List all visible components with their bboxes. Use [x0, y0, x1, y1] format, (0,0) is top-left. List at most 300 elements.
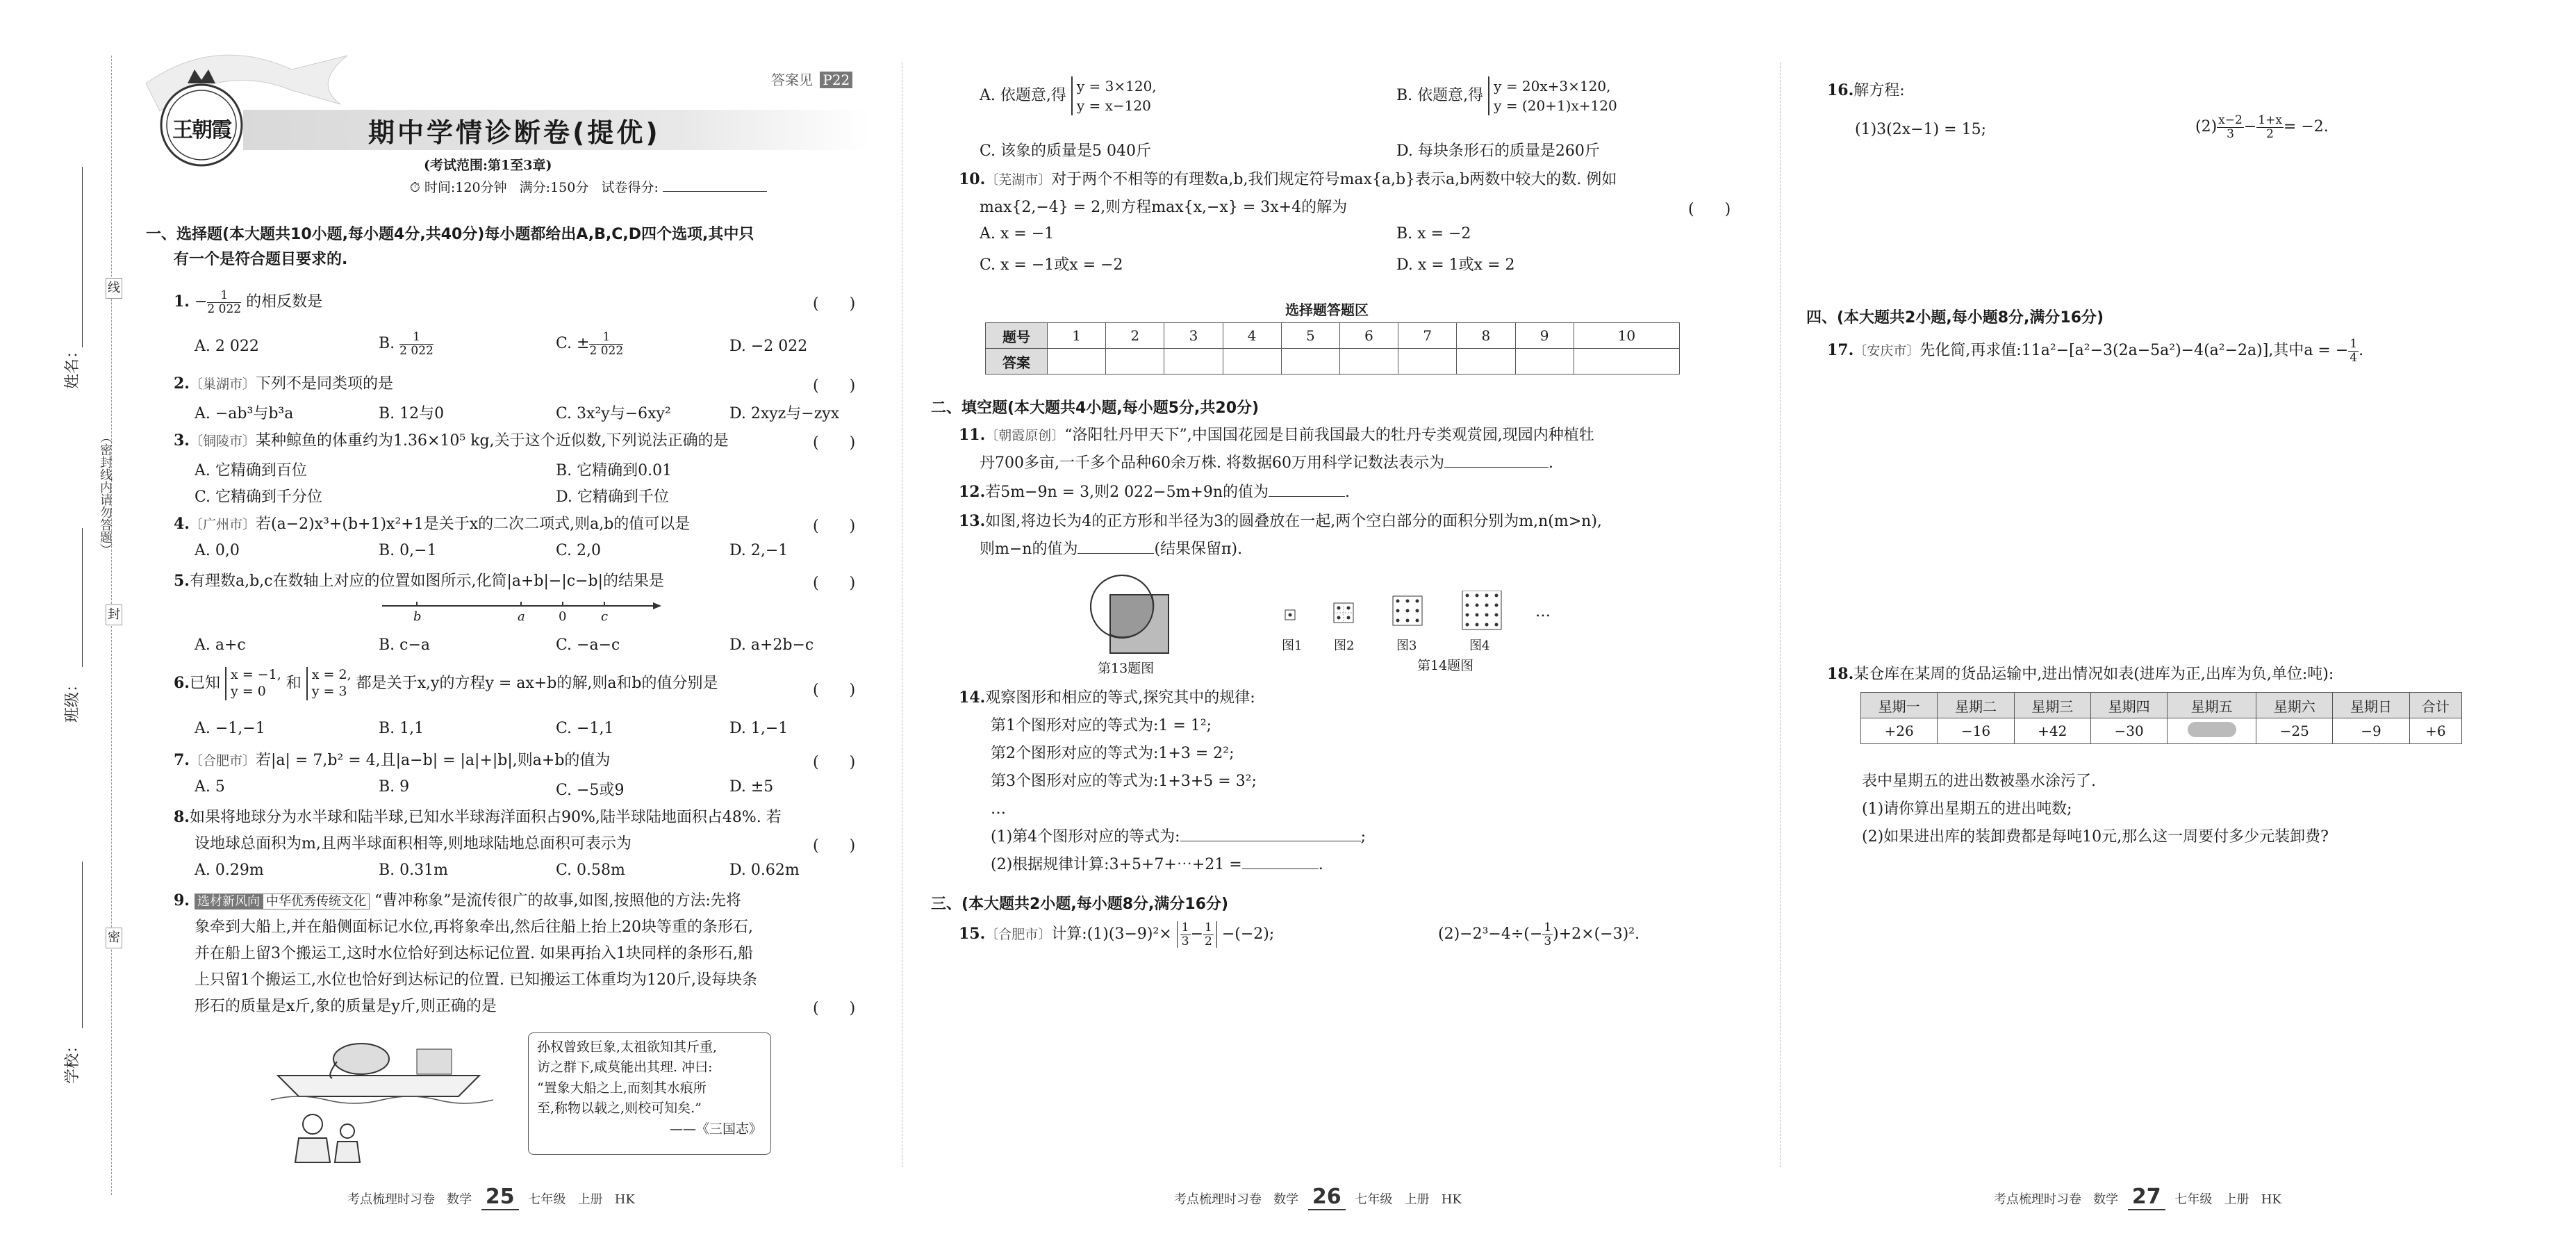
q14-ellipsis: … [1535, 603, 1551, 620]
q9-answer-paren[interactable]: ( ) [813, 1000, 856, 1017]
score-label: 试卷得分: [601, 180, 659, 195]
q9-option-b-label: B. 依题意,得 [1396, 87, 1484, 104]
q8 [174, 807, 782, 828]
footer-series-3: 考点梳理时习卷 [1994, 1192, 2081, 1207]
q13-num: 13. [959, 512, 986, 530]
answer-num-5: 5 [1281, 323, 1339, 349]
q14-fig3 [1393, 596, 1422, 625]
q14-sub-2-text: (2)根据规律计算:3+5+7+⋯+21 = [991, 856, 1242, 873]
q10 [959, 170, 1617, 190]
q6-s1b: y = 0 [230, 683, 266, 699]
q18-day-1: 星期一 [1861, 693, 1938, 718]
q1 [174, 289, 322, 315]
q18-val-6: −25 [2256, 718, 2333, 744]
q9-quote-2: 访之群下,咸莫能出其理. 冲曰: [537, 1060, 713, 1076]
answer-num-3: 3 [1164, 323, 1223, 349]
q1-answer-paren[interactable]: ( ) [813, 295, 856, 313]
q6-text: 都是关于x,y的方程y = ax+b的解,则a和b的值分别是 [356, 674, 718, 692]
footer-subject-3: 数学 [2093, 1192, 2119, 1207]
footer-subject: 数学 [447, 1192, 472, 1207]
footer-vol-2: 上册 [1404, 1192, 1430, 1207]
q15-f1-den: 3 [1181, 934, 1189, 948]
q9-b1: y = 20x+3×120, [1494, 78, 1611, 94]
q6-s1a: x = −1, [230, 667, 281, 682]
q8-option-d[interactable]: D. 0.62m [729, 862, 800, 879]
q7-num: 7. [174, 751, 190, 769]
q9-option-d[interactable]: D. 每块条形石的质量是260斤 [1396, 142, 1600, 160]
q6-s2b: y = 3 [311, 683, 347, 699]
q1-c-den: 2 022 [589, 343, 624, 358]
q14-sub-1: (1)第4个图形对应的等式为: ; [991, 828, 1366, 846]
q18-val-1: +26 [1861, 718, 1938, 744]
q5-option-b[interactable]: B. c−a [379, 636, 431, 654]
q4-option-c[interactable]: C. 2,0 [556, 542, 602, 559]
q14-fig1-label: 图1 [1282, 639, 1303, 653]
footer-ed-2: HK [1441, 1192, 1462, 1207]
answer-cell-9[interactable] [1515, 349, 1574, 374]
q6-num: 6. [174, 673, 190, 692]
answer-cell-5[interactable] [1281, 349, 1339, 374]
exam-scope: (考试范围:第1至3章) [424, 158, 552, 173]
q6-s2a: x = 2, [311, 667, 352, 682]
q18-num: 18. [1827, 665, 1854, 683]
answer-cell-8[interactable] [1457, 349, 1515, 374]
answer-num-6: 6 [1339, 323, 1398, 349]
q13-text-3: (结果保留π). [1154, 541, 1243, 558]
q5-option-c[interactable]: C. −a−c [556, 636, 620, 654]
q8-option-a[interactable]: A. 0.29m [195, 862, 264, 879]
answer-cell-3[interactable] [1164, 349, 1223, 374]
q1-c-num: 1 [589, 331, 623, 345]
q16-num: 16. [1827, 81, 1854, 99]
q17-num: 17. [1827, 341, 1854, 360]
answer-num-10: 10 [1574, 323, 1679, 349]
q14-sub-2: (2)根据规律计算:3+5+7+⋯+21 = . [991, 856, 1323, 873]
page-number-26: 26 [1308, 1185, 1346, 1210]
q10-num: 10. [959, 170, 986, 188]
footer-vol: 上册 [577, 1192, 603, 1207]
q9-text-5: 形石的质量是x斤,象的质量是y斤,则正确的是 [195, 998, 497, 1015]
footer-series: 考点梳理时习卷 [347, 1192, 435, 1207]
page-number-27: 27 [2128, 1185, 2165, 1210]
q9-option-a-label: A. 依题意,得 [980, 87, 1066, 104]
footer-series-2: 考点梳理时习卷 [1174, 1192, 1262, 1207]
q12: 12.若5m−9n = 3,则2 022−5m+9n的值为 . [959, 483, 1351, 501]
seal-mark-1: 线 [106, 278, 122, 299]
q18-table-header [1861, 693, 2462, 718]
q4-option-b[interactable]: B. 0,−1 [379, 542, 437, 559]
q7-tag: 〔合肥市〕 [189, 753, 256, 768]
q5-label-b: b [413, 609, 422, 624]
q4-option-d[interactable]: D. 2,−1 [729, 542, 789, 559]
q2-option-a[interactable]: A. −ab³与b³a [195, 405, 294, 422]
footer-page-25 [347, 1185, 635, 1210]
q15-part-1: 计算:(1)(3−9)²× [1051, 925, 1172, 944]
q16-frac-1 [2217, 114, 2244, 140]
q10-option-c[interactable]: C. x = −1或x = −2 [980, 256, 1123, 274]
q7-option-b[interactable]: B. 9 [379, 778, 410, 796]
q18-note: 表中星期五的进出数被墨水涂污了. [1862, 773, 2096, 790]
footer-grade-3: 七年级 [2174, 1192, 2213, 1207]
q8-answer-paren[interactable]: ( ) [813, 837, 856, 855]
q7-option-c[interactable]: C. −5或9 [556, 782, 625, 799]
q18-day-2: 星期二 [1938, 693, 2014, 718]
q3-option-d[interactable]: D. 它精确到千位 [556, 488, 669, 506]
q9-text-2: 象牵到大船上,并在船侧面标记水位,再将象牵出,然后往船上抬上20块等重的条形石, [195, 919, 753, 936]
q9-text-3: 并在船上留3个搬运工,这时水位恰好到达标记位置. 如果再抬入1块同样的条形石,船 [195, 945, 753, 962]
q2-option-c[interactable]: C. 3x²y与−6xy² [556, 405, 671, 422]
q14 [959, 688, 1255, 709]
q9-quote-5: ——《三国志》 [669, 1121, 762, 1137]
q3-num: 3. [174, 431, 190, 450]
footer-subject-2: 数学 [1273, 1192, 1299, 1207]
q10-option-d[interactable]: D. x = 1或x = 2 [1396, 256, 1515, 274]
answer-table [985, 322, 1680, 374]
answer-table-num-row [986, 323, 1680, 349]
q7-text: 若|a| = 7,b² = 4,且|a−b| = |a|+|b|,则a+b的值为 [255, 752, 611, 769]
q12-num: 12. [959, 483, 986, 501]
q10-tag: 〔芜湖市〕 [985, 172, 1052, 188]
q9-a-system [1071, 76, 1157, 115]
q10-text-2: max{2,−4} = 2,则方程max{x,−x} = 3x+4的解为 [980, 199, 1348, 216]
q17-frac [2348, 338, 2359, 364]
q13-text-2: 则m−n的值为 [980, 541, 1078, 558]
q16-f2-den: 2 [2266, 126, 2274, 141]
q1-fraction [207, 289, 241, 315]
class-underline [82, 528, 83, 667]
q13-answer-blank[interactable] [1078, 553, 1154, 554]
exam-time: 时间:120分钟 [424, 180, 507, 195]
q17 [1827, 338, 2363, 364]
answer-num-8: 8 [1457, 323, 1515, 349]
q18-sub-1: (1)请你算出星期五的进出吨数; [1862, 800, 2072, 818]
footer-page-26 [1174, 1185, 1462, 1210]
section4-heading: 四、(本大题共2小题,每小题8分,满分16分) [1806, 309, 2104, 327]
q10-option-b[interactable]: B. x = −2 [1396, 225, 1471, 242]
q14-sub-1-text: (1)第4个图形对应的等式为: [991, 828, 1180, 846]
q18-text: 某仓库在某周的货品运输中,进出情况如表(进库为正,出库为负,单位:吨): [1853, 666, 2334, 683]
q7 [174, 750, 610, 771]
q5-label-a: a [518, 609, 525, 624]
q15-abs: $\frac{1}{3}$ − $\frac{1}{2}$ [1177, 921, 1217, 948]
answer-num-2: 2 [1106, 323, 1164, 349]
q3-option-c[interactable]: C. 它精确到千分位 [195, 488, 323, 506]
q14-fig4-label: 图4 [1469, 639, 1490, 653]
q3 [174, 431, 729, 452]
q13-text-1: 如图,将边长为4的正方形和半径为3的圆叠放在一起,两个空白部分的面积分别为m,n(m>n), [985, 513, 1602, 530]
q1-b-num: 1 [399, 331, 434, 345]
q4-tag: 〔广州市〕 [189, 517, 256, 532]
page-divider-2 [1780, 63, 1781, 1167]
answer-num-1: 1 [1048, 323, 1106, 349]
seal-notice: （密封线内请勿答题） [98, 431, 113, 556]
answer-cell-4[interactable] [1223, 349, 1281, 374]
q1-option-d[interactable]: D. −2 022 [729, 338, 808, 355]
q9-badge-1: 选材新风向 [195, 894, 263, 909]
q5-text: 有理数a,b,c在数轴上对应的位置如图所示,化简|a+b|−|c−b|的结果是 [189, 573, 665, 590]
q6-option-c[interactable]: C. −1,1 [556, 720, 614, 737]
q9-a2: y = x−120 [1076, 97, 1151, 114]
q9-option-b[interactable] [1396, 76, 1617, 115]
q11-line-2: 丹700多亩,一千多个品种60余万株. 将数据60万用科学记数法表示为 . [980, 454, 1553, 472]
q15-f2-num: 1 [1205, 921, 1212, 935]
section3-heading: 三、(本大题共2小题,每小题8分,满分16分) [931, 896, 1229, 913]
q13-line-2 [980, 539, 1242, 560]
q14-text: 观察图形和相应的等式,探究其中的规律: [985, 689, 1255, 707]
q14-fig4 [1462, 591, 1501, 629]
q6-mid: 和 [286, 674, 302, 692]
q1-c-fraction [589, 331, 623, 357]
q5-option-a[interactable]: A. a+c [195, 636, 246, 654]
q13 [959, 511, 1602, 532]
q12-answer-blank[interactable] [1269, 496, 1345, 497]
q2-answer-paren[interactable]: ( ) [813, 377, 856, 395]
q5 [174, 571, 664, 592]
q18-val-2: −16 [1938, 718, 2014, 744]
q9-badge-2: 中华优秀传统文化 [263, 894, 370, 909]
q14-eq-2: 第2个图形对应的等式为:1+3 = 2²; [991, 745, 1235, 762]
q15-part-2b: +2×(−3)². [1558, 925, 1640, 944]
footer-page-27 [1994, 1185, 2281, 1210]
q6-option-b[interactable]: B. 1,1 [379, 720, 424, 737]
q9 [174, 891, 741, 912]
q6-answer-paren[interactable]: ( ) [813, 682, 856, 699]
q5-label-0: 0 [559, 609, 567, 624]
q18-sub-2: (2)如果进出库的装卸费都是每吨10元,那么这一周要付多少元装卸费? [1862, 828, 2329, 846]
q18-day-5: 星期五 [2168, 693, 2256, 718]
q6-system-1 [225, 667, 281, 700]
name-underline [82, 167, 83, 347]
q1-b-fraction [399, 331, 434, 357]
answer-cell-10[interactable] [1574, 349, 1679, 374]
answer-num-4: 4 [1223, 323, 1281, 349]
q11-num: 11. [959, 426, 986, 444]
q17-tag: 〔安庆市〕 [1853, 343, 1920, 359]
section2-heading: 二、填空题(本大题共4小题,每小题5分,共20分) [931, 400, 1260, 417]
q9-text-4: 上只留1个搬运工,水位也恰好到达标记的位置. 已知搬运工体重均为120斤,设每块条 [195, 971, 757, 989]
q15-frac-2 [1203, 921, 1214, 948]
answer-cell-7[interactable] [1398, 349, 1457, 374]
q5-num: 5. [174, 572, 190, 590]
q5-option-d[interactable]: D. a+2b−c [729, 636, 814, 654]
q15-f3-num: 1 [1544, 921, 1552, 935]
answer-num-9: 9 [1515, 323, 1574, 349]
q18-val-3: +42 [2014, 718, 2090, 744]
q1-b-den: 2 022 [399, 343, 434, 358]
q16-f1-num: x−2 [2218, 113, 2243, 127]
q11-tag: 〔朝霞原创〕 [985, 428, 1065, 443]
q18-val-total: +6 [2409, 718, 2461, 744]
q10-answer-paren[interactable]: ( ) [1688, 201, 1731, 218]
q16-frac-2 [2256, 114, 2284, 140]
q9-b2: y = (20+1)x+120 [1494, 97, 1617, 114]
q9-quote-1: 孙权曾致巨象,太祖欲知其斤重, [537, 1039, 718, 1055]
q4 [174, 514, 690, 535]
answer-ref-label: 答案见 [771, 72, 813, 88]
page-26 [924, 0, 1758, 1243]
q16-sub-2-label: (2) [2195, 118, 2218, 136]
q6-option-d[interactable]: D. 1,−1 [729, 720, 789, 737]
q9-option-a[interactable] [980, 76, 1157, 115]
class-label: 班级： [64, 676, 81, 723]
q11 [959, 425, 1594, 446]
clock-icon: ⏱ [410, 180, 420, 195]
q9-num: 9. [174, 891, 190, 909]
q4-num: 4. [174, 515, 190, 533]
elephant-boat-illustration-icon [271, 1034, 493, 1166]
q18-day-3: 星期三 [2014, 693, 2090, 718]
q14-eq-3: 第3个图形对应的等式为:1+3+5 = 3²; [991, 773, 1257, 790]
q8-text-1: 如果将地球分为水半球和陆半球,已知水半球海洋面积占90%,陆半球陆地面积占48%. 若 [189, 809, 782, 826]
q6 [174, 667, 718, 700]
q18-table-values [1861, 718, 2462, 744]
q18-val-5-ink-smudge [2168, 718, 2256, 744]
answer-table-num-header: 题号 [986, 323, 1048, 349]
seal-mark-2: 封 [106, 604, 122, 625]
section1-heading-2: 有一个是符合题目要求的. [174, 251, 348, 268]
q15 [959, 921, 1274, 948]
q11-text-2: 丹700多亩,一千多个品种60余万株. 将数据60万用科学记数法表示为 [980, 454, 1444, 472]
q2-text: 下列不是同类项的是 [255, 375, 393, 393]
page-number-25: 25 [481, 1185, 519, 1210]
q18-table [1860, 692, 2462, 744]
q4-answer-paren[interactable]: ( ) [813, 518, 856, 535]
q9-option-c[interactable]: C. 该象的质量是5 040斤 [980, 142, 1152, 160]
q4-option-a[interactable]: A. 0,0 [195, 542, 240, 559]
q16-f1-den: 3 [2227, 126, 2234, 141]
q6-system-2 [306, 667, 352, 700]
q13-caption: 第13题图 [1098, 661, 1155, 676]
q15-f1-num: 1 [1181, 921, 1189, 935]
q9-b-system [1488, 76, 1617, 115]
logo-text: 王朝霞 [172, 118, 231, 142]
q13-figure [1084, 568, 1181, 659]
q3-text: 某种鲸鱼的体重约为1.36×10⁵ kg,关于这个近似数,下列说法正确的是 [255, 432, 729, 450]
q18-day-6: 星期六 [2256, 693, 2333, 718]
q12-text: 若5m−9n = 3,则2 022−5m+9n的值为 [985, 484, 1269, 501]
q15-f2-den: 2 [1205, 934, 1212, 948]
q1-frac-num: 1 [207, 289, 241, 303]
q11-text-1: “洛阳牡丹甲天下”,中国国花园是目前我国最大的牡丹专类观赏园,现园内种植牡 [1064, 427, 1594, 444]
q14-num: 14. [959, 689, 986, 707]
answer-num-7: 7 [1398, 323, 1457, 349]
school-label: 学校： [64, 1037, 81, 1084]
q15-sub-2: (2)−2³−4÷(− $\frac{1}{3}$ )+2×(−3)². [1438, 921, 1640, 948]
q1-prefix: − [194, 293, 208, 311]
q17-text: 先化简,再求值:11a²−[a²−3(2a−5a²)−4(a²−2a)],其中a = − [1919, 342, 2349, 360]
q3-option-a[interactable]: A. 它精确到百位 [195, 462, 307, 479]
q16-sub-2: (2) $\frac{x-2}{3}$ − $\frac{1+x}{2}$ = −2. [2195, 113, 2329, 141]
q2-option-d[interactable]: D. 2xyz与−zyx [729, 405, 840, 422]
q2-num: 2. [174, 374, 190, 393]
q16-sub-1: (1)3(2x−1) = 15; [1855, 121, 1986, 138]
footer-grade-2: 七年级 [1355, 1192, 1393, 1207]
q7-option-d[interactable]: D. ±5 [729, 778, 774, 796]
q5-answer-paren[interactable]: ( ) [813, 575, 856, 592]
q16 [1827, 81, 1905, 101]
exam-full-score: 满分:150分 [519, 180, 589, 195]
school-underline [82, 862, 83, 1028]
q9-text-1: “曹冲称象”是流传很广的故事,如图,按照他的方法:先将 [374, 892, 741, 909]
footer-vol-3: 上册 [2224, 1192, 2249, 1207]
q1-option-c-label: C. ± [556, 335, 590, 353]
ink-smudge-icon [2188, 722, 2236, 737]
q2-option-b[interactable]: B. 12与0 [379, 405, 445, 422]
q18-total-header: 合计 [2409, 693, 2461, 718]
answer-table-answer-row [986, 349, 1680, 374]
q18-day-4: 星期四 [2090, 693, 2167, 718]
q9-quote-4: 至,称物以载之,则校可知矣.” [537, 1101, 702, 1117]
q16-f2-num: 1+x [2258, 113, 2282, 127]
q8-option-b[interactable]: B. 0.31m [379, 862, 448, 879]
footer-ed-3: HK [2261, 1192, 2281, 1207]
answer-cell-1[interactable] [1048, 349, 1106, 374]
q18 [1827, 664, 2334, 685]
q1-option-a[interactable]: A. 2 022 [195, 338, 259, 355]
q14-figure [1278, 591, 1570, 632]
q8-num: 8. [174, 808, 190, 826]
q15-tag: 〔合肥市〕 [985, 927, 1052, 943]
q14-caption: 第14题图 [1417, 658, 1474, 673]
q5-label-c: c [601, 609, 609, 624]
q15-part-1b: −(−2); [1221, 925, 1275, 944]
q15-part-2: (2)−2³−4÷ [1438, 925, 1524, 944]
page-27 [1806, 0, 2563, 1243]
q8-option-c[interactable]: C. 0.58m [556, 862, 625, 879]
q4-text: 若(a−2)x³+(b+1)x²+1是关于x的二次二项式,则a,b的值可以是 [255, 516, 691, 533]
q9-a1: y = 3×120, [1076, 78, 1157, 94]
q3-option-b[interactable]: B. 它精确到0.01 [556, 462, 672, 479]
q10-option-a[interactable]: A. x = −1 [980, 225, 1055, 242]
binding-margin [0, 0, 125, 1243]
q1-option-b[interactable] [379, 331, 434, 357]
q14-fig2-label: 图2 [1334, 639, 1355, 653]
q16-text: 解方程: [1853, 82, 1905, 99]
q8-text-2: 设地球总面积为m,且两半球面积相等,则地球陆地总面积可表示为 [195, 835, 631, 853]
q14-eq-4: … [991, 800, 1006, 818]
q1-option-c[interactable] [556, 331, 623, 357]
q3-tag: 〔铜陵市〕 [189, 434, 256, 449]
answer-table-answer-header: 答案 [986, 349, 1048, 374]
seal-mark-3: 密 [106, 928, 122, 948]
q3-answer-paren[interactable]: ( ) [813, 434, 856, 452]
q10-text-1: 对于两个不相等的有理数a,b,我们规定符号max{a,b}表示a,b两数中较大的数. 例如 [1051, 171, 1617, 188]
footer-grade: 七年级 [528, 1192, 566, 1207]
q14-fig2 [1334, 603, 1353, 623]
page-title: 期中学情诊断卷(提优) [368, 117, 661, 148]
q1-text: 的相反数是 [246, 293, 323, 311]
q9-quote-3: “置象大船之上,而刻其水痕所 [537, 1080, 707, 1096]
q2-tag: 〔巢湖市〕 [189, 377, 256, 392]
q14-eq-1: 第1个图形对应的等式为:1 = 1²; [991, 717, 1212, 734]
answer-ref-page: P22 [820, 72, 852, 88]
q14-fig3-label: 图3 [1396, 639, 1417, 653]
footer-ed: HK [614, 1192, 635, 1207]
q16-sub-2-tail: = −2. [2283, 118, 2329, 136]
answer-cell-2[interactable] [1106, 349, 1164, 374]
q15-frac-3 [1542, 921, 1553, 948]
q9-quote-box [528, 1032, 771, 1155]
q6-option-a[interactable]: A. −1,−1 [195, 720, 265, 737]
q7-answer-paren[interactable]: ( ) [813, 754, 856, 771]
q1-option-b-label: B. [379, 335, 400, 353]
answer-cell-6[interactable] [1339, 349, 1398, 374]
q11-answer-blank[interactable] [1444, 467, 1549, 468]
q17-f-num: 1 [2350, 337, 2358, 351]
q17-tail: . [2359, 342, 2364, 360]
q18-day-7: 星期日 [2333, 693, 2409, 718]
q7-option-a[interactable]: A. 5 [195, 778, 225, 796]
